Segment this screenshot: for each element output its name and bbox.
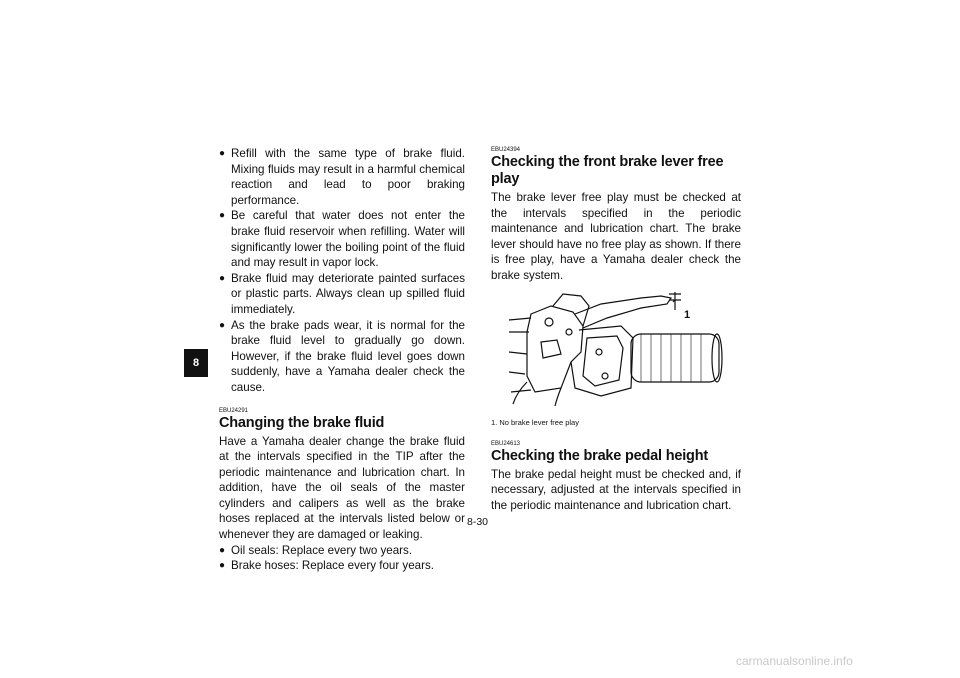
brake-lever-illustration [491,292,741,408]
brake-lever-figure [491,292,741,408]
bullet-icon: ● [219,560,226,572]
section-code: EBU24394 [491,147,521,153]
section-code: EBU24291 [219,407,249,414]
list-item: ● Brake fluid may deteriorate painted surfaces or plastic parts. Always clean up spilled fluid immediately. [219,271,465,316]
section-body: Have a Yamaha dealer change the brake fluid at the intervals specified in the TIP after the periodic maintenance and lubrication chart. In addition, have the oil seals of the master cylinders and calipers as well as the brake hoses replaced at the intervals listed below or whenever they are damaged or leaking. [219,434,465,542]
section-body: The brake lever free play must be checked at the intervals specified in the periodic maintenance and lubrication chart. The brake lever should have no free play as shown. If there is free play, have a Yamaha dealer check the brake system. [491,191,741,282]
page-number: 8-30 [467,516,489,528]
right-column [491,146,741,513]
bullet-icon: ● [219,544,226,556]
bullet-icon: ● [219,319,226,331]
section-heading: Checking the front brake lever free play [491,154,724,187]
list-item: ● Oil seals: Replace every two years. [219,543,413,557]
section-heading: Checking the brake pedal height [491,447,708,464]
bullet-icon: ● [219,272,226,284]
list-item: ● Brake hoses: Replace every four years. [219,559,434,573]
watermark: carmanualsonline.info [736,654,853,668]
figure-callout: 1 [684,308,691,321]
bullet-icon: ● [219,148,226,159]
figure-caption: 1. No brake lever free play [491,417,579,427]
chapter-tab: 8 [184,349,208,377]
bullet-icon: ● [219,210,226,222]
section-body: The brake pedal height must be checked and, if necessary, adjusted at the intervals specified in the periodic maintenance and lubrication chart. [491,467,741,512]
list-item: ● Be careful that water does not enter the brake fluid reservoir when refilling. Water will significantly lower the boiling point of the fluid and may result in vapor lock. [219,209,465,270]
section-heading: Changing the brake fluid [219,414,385,431]
left-column [219,146,465,574]
list-item: ● As the brake pads wear, it is normal for the brake fluid level to gradually go down. However, if the brake fluid level goes down suddenly, have a Yamaha dealer check the cause. [219,318,465,394]
section-code: EBU24613 [491,440,521,447]
list-item: ● Refill with the same type of brake fluid. Mixing fluids may result in a harmful chemical reaction and lead to poor braking performance. [219,147,465,207]
